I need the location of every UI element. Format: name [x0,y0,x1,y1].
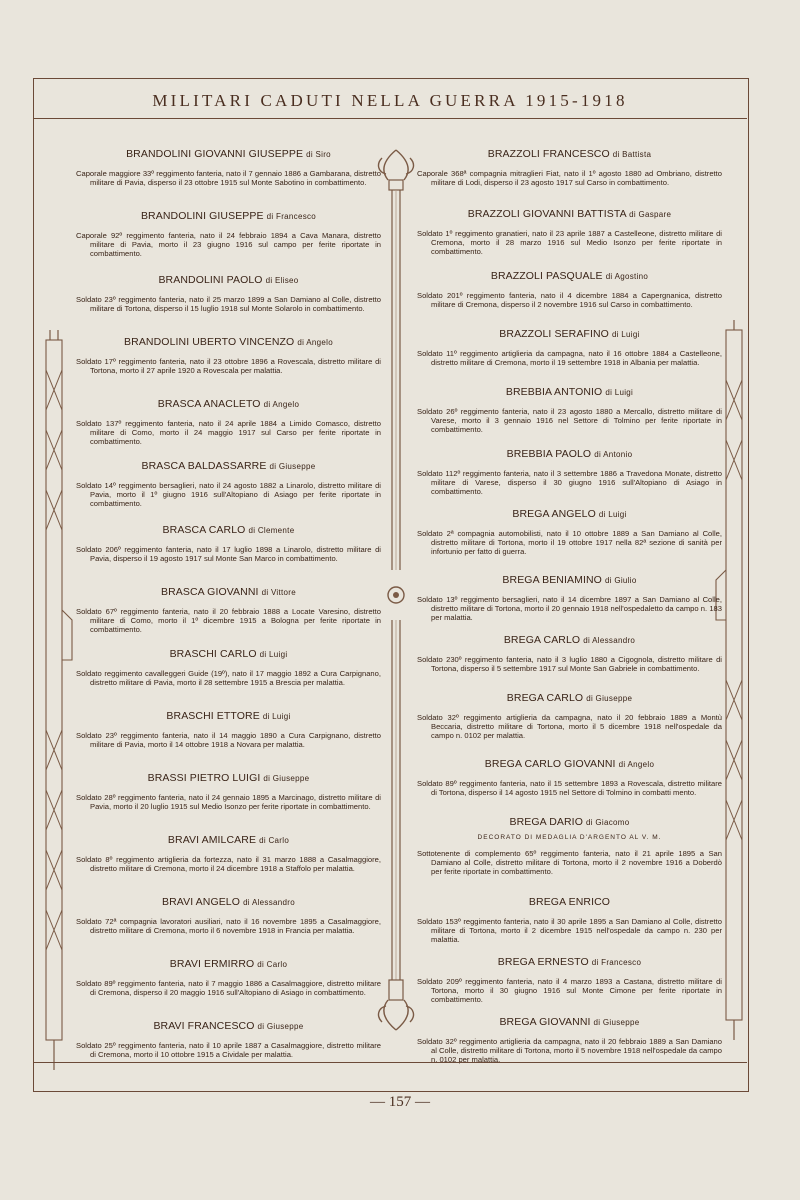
entry-name: BRASCA CARLO di Clemente [162,524,295,536]
entry-name: BRASCA ANACLETO di Angelo [157,398,300,410]
entry-name: BRAVI FRANCESCO di Giuseppe [153,1020,304,1032]
entry [76,336,381,375]
entry-text: Soldato 209º reggimento fanteria, nato il 4 marzo 1893 a Castana, distretto militare di Tortona, morto il 30 giugno 1916 sul Monte Cimone per ferite riportate in combattimento. [417,977,722,1005]
entry-name: BRAVI AMILCARE di Carlo [167,834,290,846]
entry [76,586,381,635]
entry-name: BRAVI ERMIRRO di Carlo [169,958,288,970]
entry [76,648,381,687]
page-title: MILITARI CADUTI NELLA GUERRA 1915-1918 [152,91,628,110]
entry-name: BRASCA BALDASSARRE di Giuseppe [141,460,316,472]
entry-name: BRANDOLINI UBERTO VINCENZO di Angelo [124,336,333,348]
entry-name: BRAZZOLI GIOVANNI BATTISTA di Gaspare [467,208,672,220]
entry-name: BREGA ANGELO di Luigi [512,508,627,520]
entry-text: Soldato 8º reggimento artiglieria da fortezza, nato il 31 marzo 1888 a Casalmaggiore, distretto militare di Cremona, morto il 24 dicembre 1918 a Staffolo per malattia. [76,855,381,874]
entry [76,210,381,259]
entry-text: Caporale 368ª compagnia mitraglieri Fiat, nato il 1º agosto 1880 ad Ombriano, distretto militare di Lodi, disperso il 23 agosto 1917 sul Carso in combattimento. [417,169,722,188]
entry-text: Soldato reggimento cavalleggeri Guide (19º), nato il 17 maggio 1892 a Cura Carpignano, distretto militare di Pavia, morto il 28 settembre 1915 a Brescia per malattia. [76,669,381,688]
entry-text: Soldato 1º reggimento granatieri, nato il 23 aprile 1887 a Castelleone, distretto militare di Cremona, morto il 28 marzo 1916 sul Medio Isonzo per ferite riportate in combattimento. [417,229,722,257]
entry-name: BREGA ERNESTO di Francesco [497,956,642,968]
entry [76,148,381,187]
entry [417,896,722,945]
entry [417,574,722,623]
entry-text: Caporale 92º reggimento fanteria, nato il 24 febbraio 1894 a Cava Manara, distretto militare di Pavia, morto il 23 giugno 1916 sul campo per ferite riportate in combattimento. [76,231,381,259]
entry-text: Soldato 67º reggimento fanteria, nato il 20 febbraio 1888 a Locate Varesino, distretto militare di Como, morto il 1º dicembre 1915 a Bologna per ferite riportate in combattimento. [76,607,381,635]
entry [417,758,722,797]
entry-text: Soldato 23º reggimento fanteria, nato il 25 marzo 1899 a San Damiano al Colle, distretto militare di Tortona, disperso il 15 luglio 1918 sul Monte Solarolo in combattimento. [76,295,381,314]
entry-name: BREGA ENRICO [528,896,611,908]
entry-text: Soldato 32º reggimento artiglieria da campagna, nato il 20 febbraio 1889 a San Damiano al Colle, distretto militare di Tortona, morto il 5 novembre 1918 nell'ospedale da campo n. 0102 per malattia. [417,1037,722,1065]
entry [417,448,722,497]
entry-name: BREGA GIOVANNI di Giuseppe [499,1016,640,1028]
entry-name: BREBBIA PAOLO di Antonio [506,448,633,460]
entry-name: BRAZZOLI FRANCESCO di Battista [487,148,652,160]
entry-text: Sottotenente di complemento 65º reggimento fanteria, nato il 21 aprile 1895 a San Damiano al Colle, distretto militare di Tortona, morto il 2 novembre 1916 a Doberdò per ferite riportate in combattimento. [417,849,722,877]
entry-name: BREGA CARLO di Giuseppe [506,692,633,704]
entry [417,1016,722,1065]
entry-text: Caporale maggiore 33º reggimento fanteria, nato il 7 gennaio 1886 a Gambarana, distretto militare di Pavia, disperso il 23 ottobre 1915 sul Monte Sabotino in combattimento. [76,169,381,188]
entry [76,274,381,313]
entry-text: Soldato 2ª compagnia automobilisti, nato il 10 ottobre 1889 a San Damiano al Colle, distretto militare di Tortona, morto il 19 ottobre 1917 nella 82ª sezione di sanità per infortunio per fatto di guerra. [417,529,722,557]
entry-text: Soldato 206º reggimento fanteria, nato il 17 luglio 1898 a Linarolo, distretto militare di Pavia, disperso il 19 agosto 1917 sul Monte San Marco in combattimento. [76,545,381,564]
entry-text: Soldato 26º reggimento fanteria, nato il 23 agosto 1880 a Mercallo, distretto militare di Varese, morto il 3 gennaio 1916 nel Settore di Tolmino per ferite riportate in combattimento. [417,407,722,435]
entry [76,896,381,935]
entry-name: BRAZZOLI PASQUALE di Agostino [490,270,649,282]
footer-rule [33,1062,747,1063]
entry [417,386,722,435]
page-header [33,78,747,119]
entry [417,508,722,557]
entry-text: Soldato 72ª compagnia lavoratori ausiliari, nato il 16 novembre 1895 a Casalmaggiore, distretto militare di Cremona, morto il 6 novembre 1918 in Francia per malattia. [76,917,381,936]
entry-text: Soldato 14º reggimento bersaglieri, nato il 24 agosto 1882 a Linarolo, distretto militare di Pavia, morto il 1º giugno 1916 sull'Altopiano di Asiago per ferite riportate in combattimento. [76,481,381,509]
entry [76,1020,381,1059]
entry-text: Soldato 25º reggimento fanteria, nato il 10 aprile 1887 a Casalmaggiore, distretto militare di Cremona, morto il 10 ottobre 1915 a Cividale per malattia. [76,1041,381,1060]
entry-name: BRANDOLINI PAOLO di Eliseo [158,274,299,286]
entry-text: Soldato 112º reggimento fanteria, nato il 3 settembre 1886 a Travedona Monate, distretto militare di Varese, disperso il 30 giugno 1916 sull'Altopiano di Asiago in combattimento. [417,469,722,497]
entry [417,816,722,877]
entry [76,398,381,447]
entry-name: BRANDOLINI GIOVANNI GIUSEPPE di Siro [126,148,331,160]
entry [417,328,722,367]
entry-text: Soldato 201º reggimento fanteria, nato il 4 dicembre 1884 a Capergnanica, distretto militare di Cremona, disperso il 2 novembre 1916 sul Carso in combattimento. [417,291,722,310]
entry [76,958,381,997]
entry-text: Soldato 230º reggimento fanteria, nato il 3 luglio 1880 a Cigognola, distretto militare di Tortona, disperso il 5 settembre 1917 sul Monte San Gabriele in combattimento. [417,655,722,674]
entry-text: Soldato 89º reggimento fanteria, nato il 15 settembre 1893 a Rovescala, distretto militare di Tortona, disperso il 14 agosto 1915 nel Settore di Tolmino in combatti mento. [417,779,722,798]
entry [417,208,722,257]
entry [76,710,381,749]
entry-text: Soldato 153º reggimento fanteria, nato il 30 aprile 1895 a San Damiano al Colle, distretto militare di Tortona, morto il 2 dicembre 1915 nell'ospedale da campo n. 230 per malattia. [417,917,722,945]
entry-text: Soldato 11º reggimento artiglieria da campagna, nato il 16 ottobre 1884 a Castelleone, distretto militare di Cremona, morto il 19 settembre 1918 in Albania per malattia. [417,349,722,368]
page-number: — 157 — [370,1094,430,1110]
entry [76,834,381,873]
entry-text: Soldato 28º reggimento fanteria, nato il 24 gennaio 1895 a Marcinago, distretto militare di Pavia, morto il 20 luglio 1915 sul Medio Isonzo per ferite riportate in combattimento. [76,793,381,812]
entry [417,148,722,187]
entry-name: BRAVI ANGELO di Alessandro [161,896,295,908]
entry [76,460,381,509]
entry [417,956,722,1005]
entry-text: Soldato 89º reggimento fanteria, nato il 7 maggio 1886 a Casalmaggiore, distretto militare di Cremona, disperso il 20 maggio 1916 sull'Altopiano di Asiago in combattimento. [76,979,381,998]
entry-name: BRASSI PIETRO LUIGI di Giuseppe [147,772,310,784]
entry-name: BRANDOLINI GIUSEPPE di Francesco [140,210,317,222]
entry-decoration: DECORATO DI MEDAGLIA D'ARGENTO AL V. M. [477,834,662,841]
entry [417,270,722,309]
entry [76,772,381,811]
entry [76,524,381,563]
entry [417,692,722,741]
entry-name: BREGA DARIO di Giacomo [509,816,630,828]
entry-text: Soldato 13º reggimento bersaglieri, nato il 14 dicembre 1897 a San Damiano al Colle, distretto militare di Tortona, morto il 20 gennaio 1918 nell'ospedaletto da campo n. 183 per malattia. [417,595,722,623]
entry-text: Soldato 17º reggimento fanteria, nato il 23 ottobre 1896 a Rovescala, distretto militare di Tortona, morto il 27 aprile 1920 a Rovescala per malattia. [76,357,381,376]
entry-text: Soldato 23º reggimento fanteria, nato il 14 maggio 1890 a Cura Carpignano, distretto militare di Pavia, morto il 14 ottobre 1918 a Novara per malattia. [76,731,381,750]
entry-name: BREGA CARLO di Alessandro [503,634,636,646]
entry-text: Soldato 137º reggimento fanteria, nato il 24 aprile 1884 a Limido Comasco, distretto militare di Como, morto il 24 maggio 1917 sul Carso per ferite riportate in combattimento. [76,419,381,447]
entry-name: BRASCHI ETTORE di Luigi [166,710,291,722]
entry-name: BREGA CARLO GIOVANNI di Angelo [484,758,655,770]
entry-name: BRAZZOLI SERAFINO di Luigi [499,328,640,340]
entry [417,634,722,673]
left-ornament-staff [36,330,74,1070]
entry-text: Soldato 32º reggimento artiglieria da campagna, nato il 20 febbraio 1889 a Montù Beccaria, distretto militare di Tortona, morto il 5 dicembre 1918 nell'ospedale da campo n. 0102 per malattia. [417,713,722,741]
entry-name: BREGA BENIAMINO di Giulio [502,574,637,586]
entry-name: BRASCHI CARLO di Luigi [169,648,288,660]
entry-name: BREBBIA ANTONIO di Luigi [505,386,634,398]
entry-name: BRASCA GIOVANNI di Vittore [160,586,297,598]
